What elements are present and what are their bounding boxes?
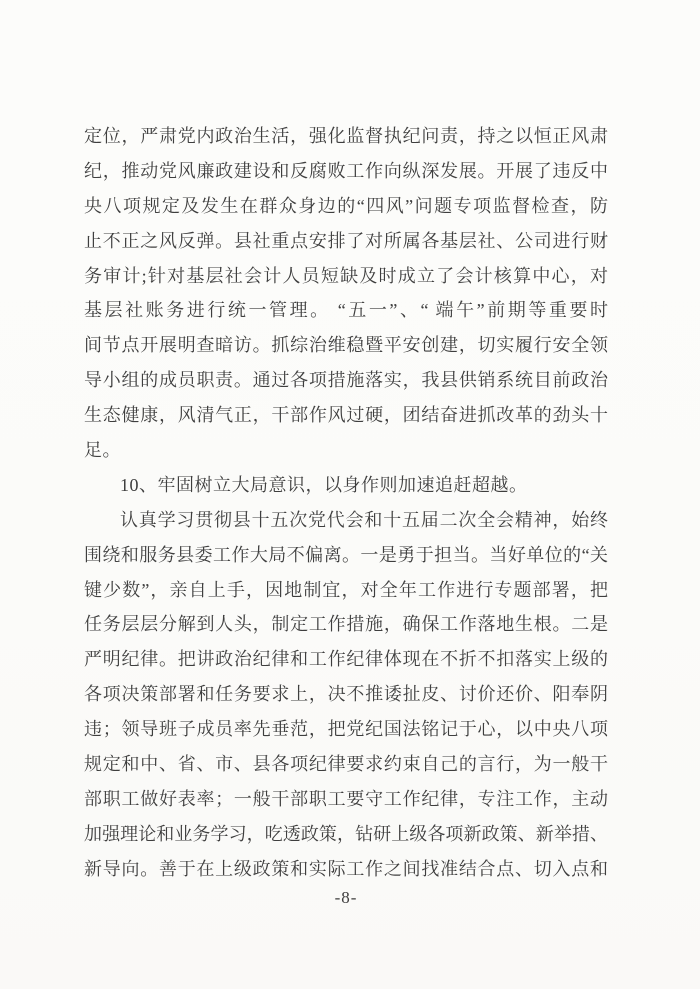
text-line: 键少数”，亲自上手，因地制宜，对全年工作进行专题部署，把 bbox=[84, 579, 608, 600]
text-line: 定位，严肃党内政治生活，强化监督执纪问责，持之以恒正风肃 bbox=[84, 126, 608, 146]
text-line: 基层社账务进行统一管理。 “五一”、“ 端午”前期等重要时 bbox=[84, 300, 608, 321]
text-line: 间节点开展明查暗访。抓综治维稳暨平安创建，切实履行安全领 bbox=[84, 335, 608, 356]
text-line: 新导向。善于在上级政策和实际工作之间找准结合点、切入点和 bbox=[84, 858, 608, 879]
text-line: 各项决策部署和任务要求上，决不推诿扯皮、讨价还价、阳奉阴 bbox=[84, 684, 608, 705]
text-line: 导小组的成员职责。通过各项措施落实，我县供销系统目前政治 bbox=[84, 370, 608, 391]
text-line: 足。 bbox=[84, 440, 121, 461]
text-line: 违；领导班子成员率先垂范，把党纪国法铭记于心，以中央八项 bbox=[84, 719, 608, 740]
text-line: 规定和中、省、市、县各项纪律要求约束自己的言行，为一般干 bbox=[84, 754, 608, 775]
text-line: 纪，推动党风廉政建设和反腐败工作向纵深发展。开展了违反中 bbox=[84, 160, 608, 181]
text-line: 务审计;针对基层社会计人员短缺及时成立了会计核算中心，对 bbox=[84, 265, 608, 286]
text-line: 10、牢固树立大局意识，以身作则加速追赶超越。 bbox=[120, 474, 528, 495]
document-lines bbox=[84, 119, 608, 887]
text-line: 围绕和服务县委工作大局不偏离。一是勇于担当。当好单位的“关 bbox=[84, 544, 608, 565]
text-line: 认真学习贯彻县十五次党代会和十五届二次全会精神，始终 bbox=[120, 509, 608, 530]
text-line: 生态健康，风清气正，干部作风过硬，团结奋进抓改革的劲头十 bbox=[84, 405, 608, 426]
text-line: 任务层层分解到人头，制定工作措施，确保工作落地生根。二是 bbox=[84, 614, 608, 635]
text-line: 加强理论和业务学习，吃透政策，钻研上级各项新政策、新举措、 bbox=[84, 823, 608, 844]
text-line: 止不正之风反弹。县社重点安排了对所属各基层社、公司进行财 bbox=[84, 230, 608, 251]
text-line: 严明纪律。把讲政治纪律和工作纪律体现在不折不扣落实上级的 bbox=[84, 649, 608, 670]
text-line: 央八项规定及发生在群众身边的“四风”问题专项监督检查，防 bbox=[84, 195, 608, 216]
text-line: 部职工做好表率；一般干部职工要守工作纪律，专注工作，主动 bbox=[84, 788, 608, 809]
page-number: -8- bbox=[334, 888, 358, 907]
